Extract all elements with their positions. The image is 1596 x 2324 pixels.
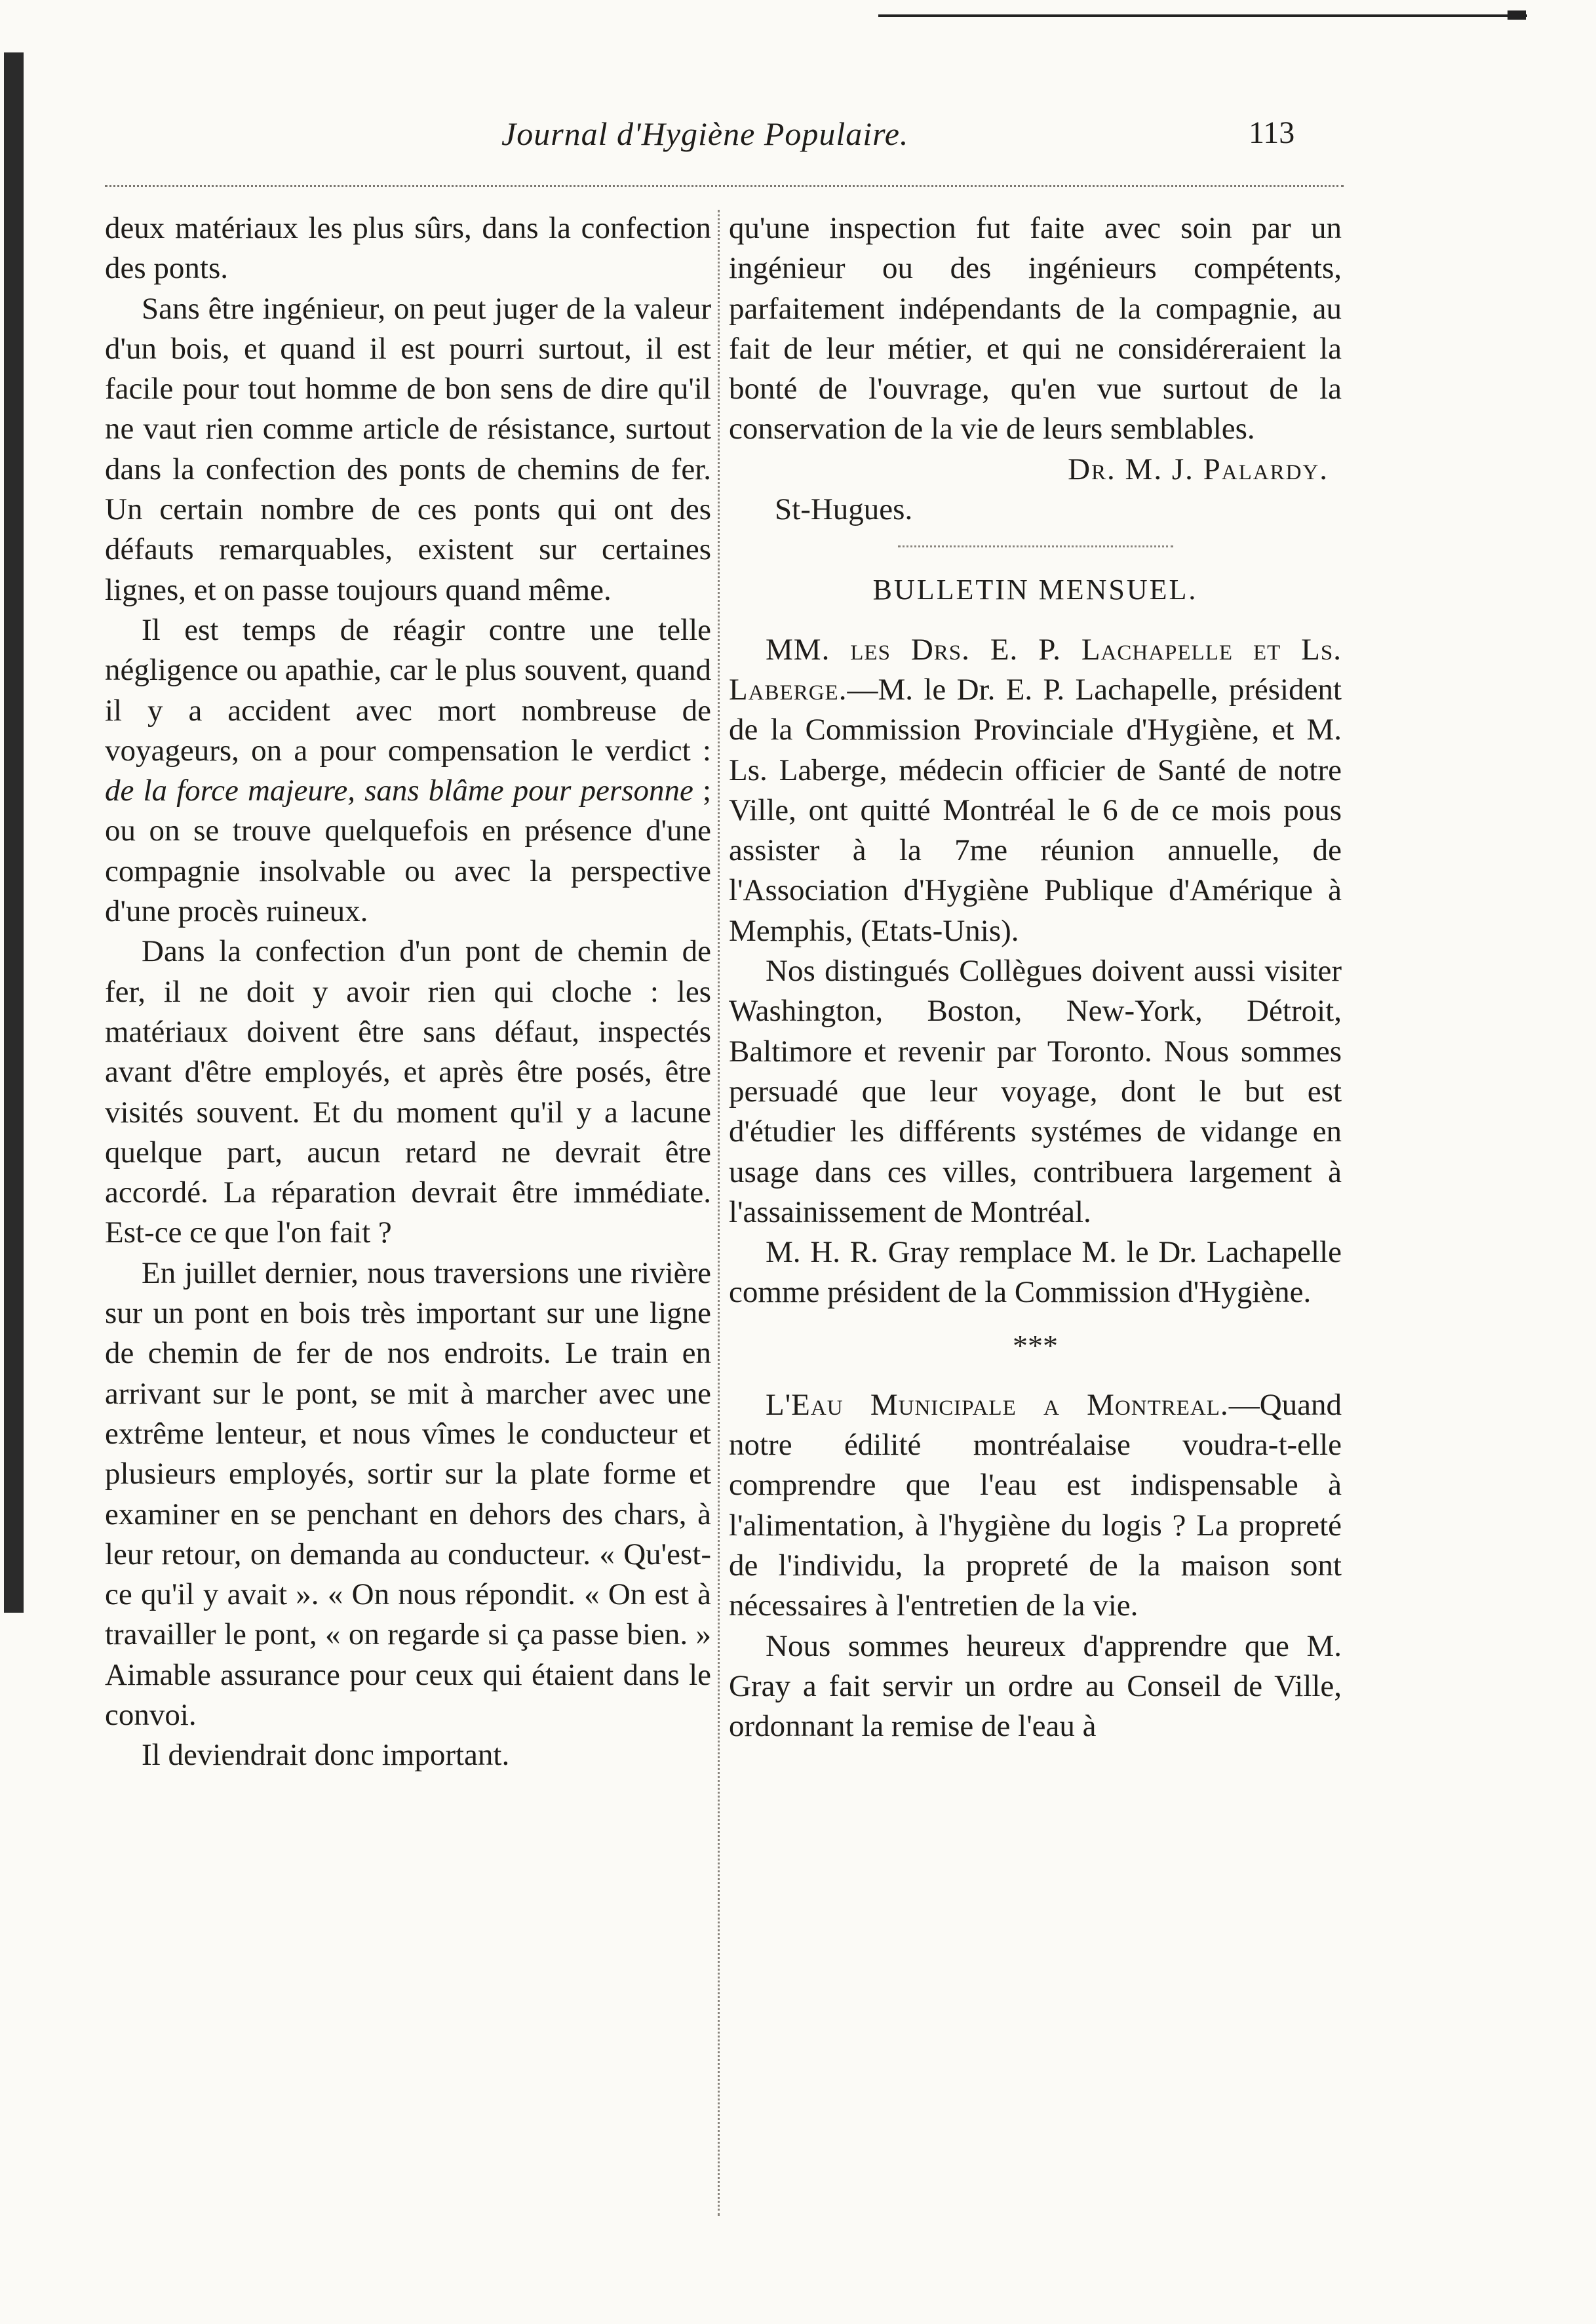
paragraph-text: Il est temps de réagir contre une telle négligence ou apathie, car le plus souvent, quand il y a accident avec mort nombreuse de voyageurs, on a pour compensation le verdict : bbox=[105, 612, 711, 768]
author-signature bbox=[729, 450, 1342, 490]
author-name: Dr. M. J. Palardy. bbox=[1068, 452, 1329, 486]
paragraph: deux matériaux les plus sûrs, dans la confection des ponts. bbox=[105, 211, 711, 286]
paragraph bbox=[729, 630, 1342, 951]
right-column bbox=[729, 208, 1342, 1746]
paragraph: Dans la confection d'un pont de chemin de fer, il ne doit y avoir rien qui cloche : les matériaux doivent être sans défaut, inspectés avant d'être employés, et après être posés, être visités souvent. Et du moment qu'il y a lacune quelque part, aucun retard ne devrait être accordé. La réparation devrait être immédiate. Est-ce ce que l'on fait ? bbox=[105, 934, 711, 1250]
page-number: 113 bbox=[1249, 115, 1295, 150]
paragraph-text: —M. le Dr. E. P. Lachapelle, président de la Commission Provinciale d'Hygiène, et M. Ls. Laberge, médecin officier de Santé de notre Ville, ont quitté Montréal le 6 de ce mois pous assister à la 7me réunion annuelle, de l'Association d'Hygiène Publique d'Amérique à Memphis, (Etats-Unis). bbox=[729, 672, 1342, 948]
header-rule bbox=[105, 185, 1344, 187]
section-divider bbox=[898, 545, 1173, 547]
paragraph: Il deviendrait donc important. bbox=[142, 1738, 510, 1773]
asterism: *** bbox=[1013, 1328, 1058, 1362]
section-heading: BULLETIN MENSUEL. bbox=[872, 574, 1198, 606]
paragraph: M. H. R. Gray remplace M. le Dr. Lachapelle comme président de la Commission d'Hygiène. bbox=[729, 1235, 1342, 1310]
item-heading: MM. les Drs. E. P. Lachapelle et Ls. Laberge. bbox=[729, 632, 1342, 707]
author-place: St-Hugues. bbox=[775, 492, 913, 527]
paragraph bbox=[105, 610, 711, 932]
column-divider bbox=[718, 210, 720, 2216]
paragraph bbox=[729, 1385, 1342, 1626]
italic-phrase: de la force majeure, sans blâme pour personne bbox=[105, 774, 693, 808]
item-heading: L'Eau Municipale a Montreal. bbox=[766, 1387, 1229, 1422]
paragraph-text: —Quand notre édilité montréalaise voudra-t-elle comprendre que l'eau est indispensable à l'alimentation, à l'hygiène du logis ? La propreté de l'individu, la propreté de la maison sont nécessaires à l'entretien de la vie. bbox=[729, 1387, 1342, 1623]
paragraph: Sans être ingénieur, on peut juger de la valeur d'un bois, et quand il est pourri surtout, il est facile pour tout homme de bon sens de dire qu'il ne vaut rien comme article de résistance, surtout dans la confection des ponts de chemins de fer. Un certain nombre de ces ponts qui ont des défauts remarquables, existent sur certaines lignes, et on passe toujours quand même. bbox=[105, 291, 711, 607]
paragraph-text: ; ou on se trouve quelquefois en présence d'une compagnie insolvable ou avec la perspective d'une procès ruineux. bbox=[105, 774, 711, 929]
top-border-mark bbox=[1508, 10, 1526, 20]
paragraph: qu'une inspection fut faite avec soin par un ingénieur ou des ingénieurs compétents, parfaitement indépendants de la compagnie, au fait de leur métier, et qui ne considéreraient la bonté de l'ouvrage, qu'en vue surtout de la conservation de la vie de leurs semblables. bbox=[729, 211, 1342, 446]
left-column bbox=[105, 208, 711, 1776]
paragraph: Nous sommes heureux d'apprendre que M. Gray a fait servir un ordre au Conseil de Ville, ordonnant la remise de l'eau à bbox=[729, 1628, 1342, 1744]
paragraph: En juillet dernier, nous traversions une rivière sur un pont en bois très important sur une ligne de chemin de fer de nos endroits. Le train en arrivant sur le pont, se mit à marcher avec une extrême lenteur, et nous vîmes le conducteur et plusieurs employés, sortir sur la plate forme et examiner en se penchant en dehors des chars, à leur retour, on demanda au conducteur. « Qu'est-ce qu'il y avait ». « On nous répondit. « On est à travailler le pont, « on regarde si ça passe bien. » Aimable assurance pour ceux qui étaient dans le convoi. bbox=[105, 1255, 711, 1732]
top-border-line bbox=[878, 14, 1527, 17]
running-title: Journal d'Hygiène Populaire. bbox=[501, 115, 909, 152]
paragraph: Nos distingués Collègues doivent aussi visiter Washington, Boston, New-York, Détroit, Baltimore et revenir par Toronto. Nous sommes persuadé que leur voyage, dont le but est d'étudier les différents systémes de vidange en usage dans ces villes, contribuera largement à l'assainissement de Montréal. bbox=[729, 954, 1342, 1229]
page-header bbox=[0, 115, 1596, 167]
scan-binding-shadow bbox=[4, 52, 24, 1613]
